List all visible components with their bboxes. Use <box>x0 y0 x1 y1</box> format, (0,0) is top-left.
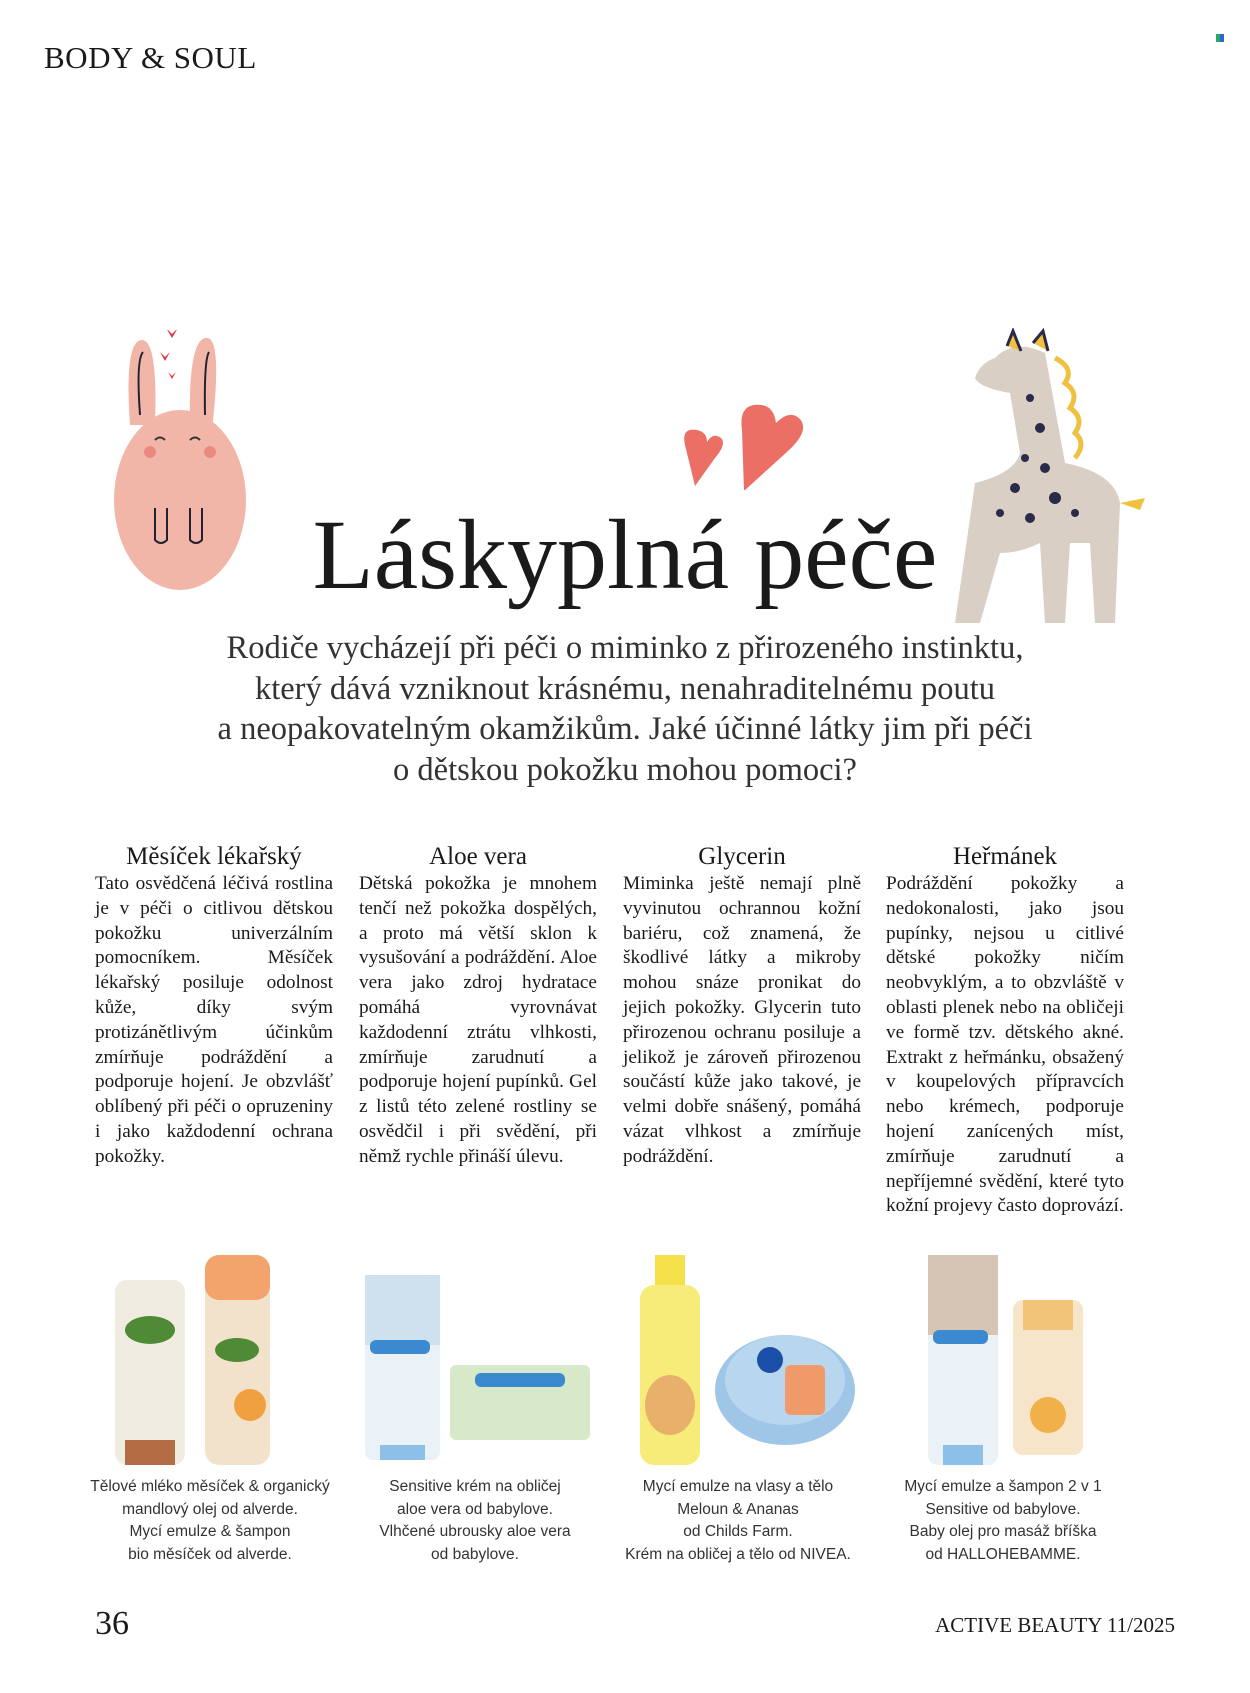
caption-line: od babylove. <box>431 1545 519 1563</box>
caption-line: mandlový olej od alverde. <box>122 1500 298 1518</box>
column-heading: Heřmánek <box>952 843 1058 870</box>
article-column-chamomile <box>886 842 1124 1219</box>
product-image-babylove-hallohebamme <box>888 1255 1128 1470</box>
caption-line: Meloun & Ananas <box>677 1500 799 1518</box>
caption-line: Baby olej pro masáž bříška <box>909 1523 1097 1541</box>
intro-line: a neopakovatelným okamžikům. Jaké účinné látky jim při péči <box>217 711 1033 747</box>
magazine-issue: ACTIVE BEAUTY 11/2025 <box>935 1613 1175 1637</box>
caption-line: od HALLOHEBAMME. <box>925 1545 1081 1563</box>
caption-line: bio měsíček od alverde. <box>128 1545 292 1563</box>
caption-line: Mycí emulze & šampon <box>129 1523 291 1541</box>
page-number: 36 <box>95 1605 129 1642</box>
column-text: Tato osvědčená léčivá rostlina je v péči o citlivou dětskou pokožku univerzálním pomocníkem. Měsíček lékařský posiluje odolnost kůže, díky svým protizánětlivým účinkům zmírňuje podráždění a podporuje hojení. Je obzvlášť oblíbený při péči o opruzeniny i jako každodenní ochrana pokožky. <box>95 873 333 1167</box>
caption-line: Mycí emulze a šampon 2 v 1 <box>904 1478 1102 1495</box>
product-image-babylove-aloe <box>360 1255 600 1470</box>
product-caption <box>873 1476 1133 1566</box>
product-caption <box>608 1476 868 1566</box>
caption-line: Vlhčené ubrousky aloe vera <box>379 1523 571 1541</box>
section-label: BODY & SOUL <box>44 40 257 75</box>
hearts-illustration <box>680 400 820 490</box>
caption-line: Tělové mléko měsíček & organický <box>90 1478 330 1495</box>
column-text: Dětská pokožka je mnohem tenčí než pokožka dospělých, a proto má větší sklon k vysušování a podráždění. Aloe vera jako zdroj hydratace pomáhá vyrovnávat každodenní ztrátu vlhkosti, zmírňuje zarudnutí a podporuje hojení pupínků. Gel z listů této zelené rostliny se osvědčil i při svědění, při němž rychle přináší úlevu. <box>359 873 597 1167</box>
caption-line: Krém na obličej a tělo od NIVEA. <box>625 1545 851 1563</box>
column-heading: Měsíček lékařský <box>126 843 302 870</box>
column-heading: Glycerin <box>698 843 786 870</box>
product-caption <box>80 1476 340 1566</box>
caption-line: Mycí emulze na vlasy a tělo <box>642 1478 834 1495</box>
product-image-childsfarm-nivea <box>625 1255 865 1470</box>
page-title: Láskyplná péče <box>312 499 938 610</box>
column-text: Miminka ještě nemají plně vyvinutou ochrannou kožní bariéru, což znamená, že škodlivé látky a mikroby mohou snáze pronikat do jejich pokožky. Glycerin tuto přirozenou ochranu posiluje a jelikož je zároveň přirozenou součástí kůže jako takové, je velmi dobře snášený, pomáhá vázat vlhkost a zmírňuje podráždění. <box>623 873 861 1167</box>
product-image-alverde <box>100 1255 340 1470</box>
product-caption <box>345 1476 605 1566</box>
caption-line: Sensitive od babylove. <box>925 1500 1081 1518</box>
intro-line: který dává vzniknout krásnému, nenahraditelnému poutu <box>254 670 996 707</box>
color-mark <box>1216 34 1224 42</box>
caption-line: aloe vera od babylove. <box>397 1500 553 1518</box>
column-text: Podráždění pokožky a nedokonalosti, jako jsou pupínky, nejsou u citlivé dětské pokožky ničím neobvyklým, a to obzvláště v oblasti plenek nebo na obličeji ve formě tzv. dětského akné. Extrakt z heřmánku, obsažený v koupelových přípravcích nebo krémech, podporuje hojení zanícených míst, zmírňuje zarudnutí a nepříjemné svědění, které tyto kožní projevy často doprovází. <box>886 873 1124 1217</box>
article-column-calendula <box>95 842 333 1170</box>
intro-text <box>150 628 1100 790</box>
caption-line: Sensitive krém na obličej <box>389 1478 561 1495</box>
caption-line: od Childs Farm. <box>683 1523 793 1541</box>
intro-line: Rodiče vycházejí při péči o miminko z přirozeného instinktu, <box>226 630 1024 666</box>
column-heading: Aloe vera <box>429 843 527 870</box>
intro-line: o dětskou pokožku mohou pomoci? <box>393 751 857 788</box>
article-column-glycerin <box>623 842 861 1170</box>
article-column-aloe <box>359 842 597 1170</box>
